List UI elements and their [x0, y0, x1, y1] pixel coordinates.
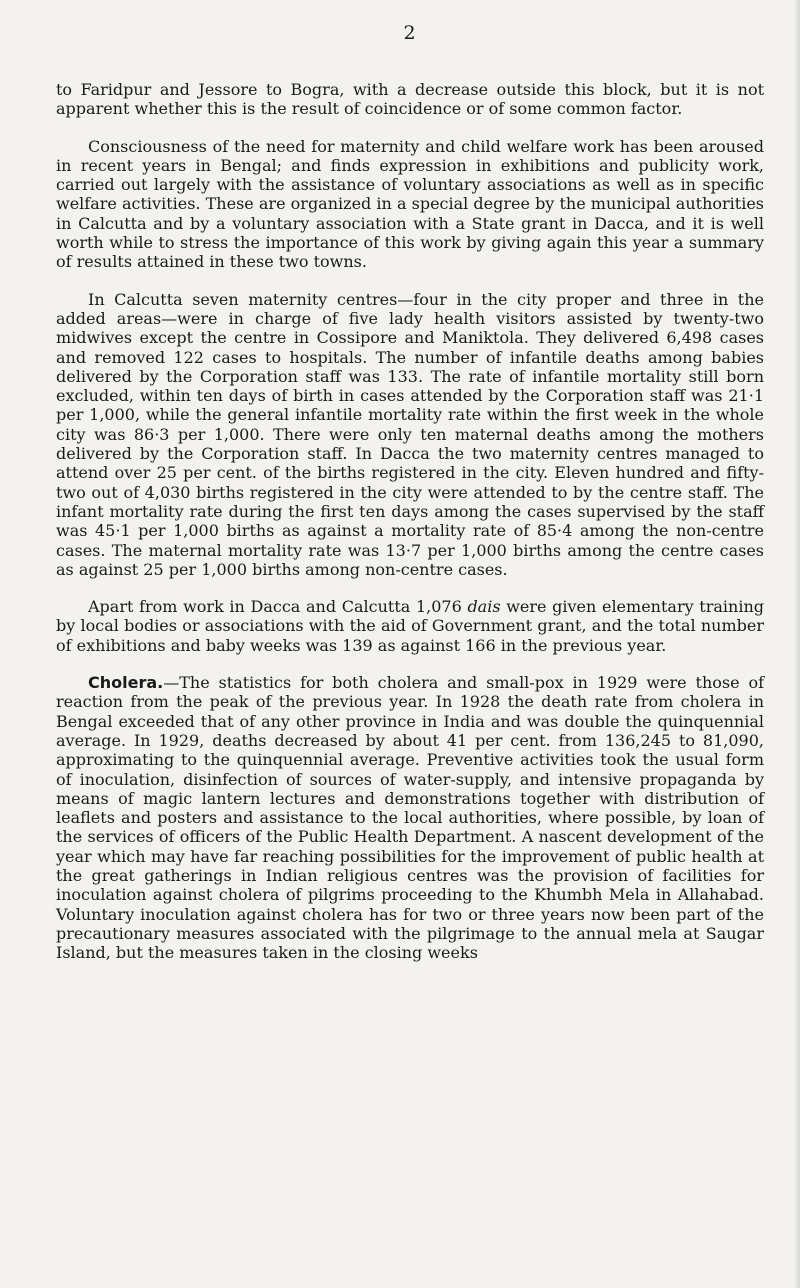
paragraph-continuation: to Faridpur and Jessore to Bogra, with a decrease outside this block, but it is not apparent whether this is the result of coincidence or of some common factor.	[56, 80, 764, 119]
paragraph-cholera	[56, 673, 764, 962]
page-number: 2	[403, 22, 417, 44]
cholera-text: —The statistics for both cholera and small-pox in 1929 were those of reaction from the peak of the previous year. In 1928 the death rate from cholera in Bengal exceeded that of any other province in India and was double the quinquennial average. In 1929, deaths decreased by about 41 per cent. from 136,245 to 81,090, approximating to the quinquennial average. Preventive activities took the usual form of inoculation, disinfection of sources of water-supply, and intensive propaganda by means of magic lantern lectures and demonstrations together with distribution of leaflets and posters and assistance to the local authorities, where possible, by loan of the services of officers of the Public Health Department. A nascent development of the year which may have far reaching possibilities for the improvement of public health at the great gatherings in Indian religious centres was the provision of facilities for inoculation against cholera of pilgrims proceeding to the Khumbh Mela in Allahabad. Voluntary inoculation against cholera has for two or three years now been part of the precautionary measures associated with the pilgrimage to the annual mela at Saugar Island, but the measures taken in the closing weeks	[56, 673, 764, 963]
paragraph-dais-italic: dais	[467, 597, 501, 617]
cholera-heading: Cholera.	[88, 673, 164, 693]
paragraph-dais-after: were given elementary training by local bodies or associations with the aid of Government grant, and the total number of exhibitions and baby weeks was 139 as against 166 in the previous year.	[56, 597, 764, 655]
paragraph-dais-before: Apart from work in Dacca and Calcutta 1,076	[88, 597, 468, 617]
paragraph-maternity-welfare: Consciousness of the need for maternity and child welfare work has been aroused in recent years in Bengal; and finds expression in exhibitions and publicity work, carried out largely with the assistance of voluntary associations as well as in specific welfare activities. These are organized in a special degree by the municipal authorities in Calcutta and by a voluntary association with a State grant in Dacca, and it is well worth while to stress the importance of this work by giving again this year a summary of results attained in these two towns.	[56, 136, 764, 272]
paragraph-calcutta-dacca-centres: In Calcutta seven maternity centres—four in the city proper and three in the added areas—were in charge of five lady health visitors assisted by twenty-two midwives except the centre in Cossipore and Maniktola. They delivered 6,498 cases and removed 122 cases to hospitals. The number of infantile deaths among babies delivered by the Corporation staff was 133. The rate of infantile mortality still born excluded, within ten days of birth in cases attended by the Corporation staff was 21·1 per 1,000, while the general infantile mortality rate within the first week in the whole city was 86·3 per 1,000. There were only ten maternal deaths among the mothers delivered by the Corporation staff. In Dacca the two maternity centres managed to attend over 25 per cent. of the births registered in the city. Eleven hundred and fifty-two out of 4,030 births registered in the city were attended to by the centre staff. The infant mortality rate during the first ten days among the cases supervised by the staff was 45·1 per 1,000 births as against a mortality rate of 85·4 among the non-centre cases. The maternal mortality rate was 13·7 per 1,000 births among the centre cases as against 25 per 1,000 births among non-centre cases.	[56, 289, 764, 579]
paragraph-dais-training	[56, 597, 764, 655]
page-edge-shadow	[794, 0, 800, 1288]
